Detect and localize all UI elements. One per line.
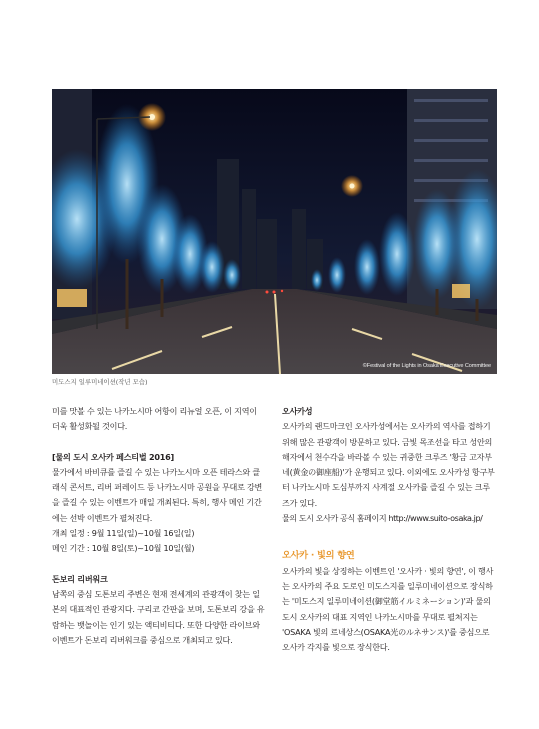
dotonbori-body: 남쪽의 중심 도톤보리 주변은 현재 전세계의 관광객이 찾는 일본의 대표적인 관광지다. 구리코 간판을 보며, 도톤보리 강을 유람하는 뱃놀이는 인기 있는 액티비티다. 또한 다양한 라이브와 이벤트가 돈보리 리버워크를 중심으로 개최되고 있다. bbox=[52, 588, 265, 645]
festival-title: [물의 도시 오사카 페스티벌 2016] bbox=[52, 451, 174, 462]
festival-main-period: 메인 기간 : 10월 8일(토)~10월 10일(월) bbox=[52, 543, 195, 554]
official-homepage: 물의 도시 오사카 공식 홈페이지 http://www.suito-osaka.jp/ bbox=[282, 513, 483, 524]
dotonbori-title: 돈보리 리버워크 bbox=[52, 573, 108, 584]
midosuji-night-scene bbox=[52, 89, 497, 374]
left-column bbox=[52, 404, 266, 648]
photo-credit: ©Festival of the Lights in Osaka Executive Committee bbox=[362, 363, 491, 369]
castle-body: 오사카의 랜드마크인 오사카성에서는 오사카의 역사를 접하기 위해 많은 관광객이 방문하고 있다. 금빛 목조선을 타고 성안의 해자에서 천수각을 바라볼 수 있는 귀중한 크루즈 '황금 고자부네(黄金の御座船)'가 운행되고 있다. 이외에도 오사카성 항구부터 나카노시마 도심부까지 사계절 오사카를 즐길 수 있는 크루즈가 있다. bbox=[282, 421, 495, 508]
festival-body: 물가에서 바비큐를 즐길 수 있는 나카노시마 오픈 테라스와 클래식 콘서트, 리버 퍼레이드 등 나카노시마 공원을 무대로 강변을 즐길 수 있는 이벤트가 매일 개최된다. 특히, 행사 메인 기간에는 선박 이벤트가 펼쳐진다. bbox=[52, 466, 263, 523]
intro-paragraph: 미를 맛볼 수 있는 나카노시마 어항이 리뉴얼 오픈, 이 지역이 더욱 활성화될 것이다. bbox=[52, 406, 257, 432]
lights-body: 오사카의 빛을 상징하는 이벤트인 '오사카 · 빛의 향연', 이 행사는 오사카의 주요 도로인 미도스지를 일루미네이션으로 장식하는 '미도스지 일루미네이션(御堂筋イルミネーション)'과 물의 도시 오사카의 대표 지역인 나카노시마를 무대로 펼쳐지는 'OSAKA 빛의 르네상스(OSAKA光のルネサンス)'를 중심으로 오사카 각지를 빛으로 장식한다. bbox=[282, 565, 494, 653]
right-column bbox=[282, 404, 496, 655]
festival-dates: 개최 일정 : 9월 11일(일)~10월 16일(일) bbox=[52, 528, 195, 539]
illumination-photo bbox=[52, 89, 497, 374]
photo-caption: 미도스지 일루미네이션(작년 모습) bbox=[52, 378, 148, 386]
lights-title: 오사카 · 빛의 향연 bbox=[282, 550, 355, 562]
castle-title: 오사카성 bbox=[282, 406, 313, 416]
